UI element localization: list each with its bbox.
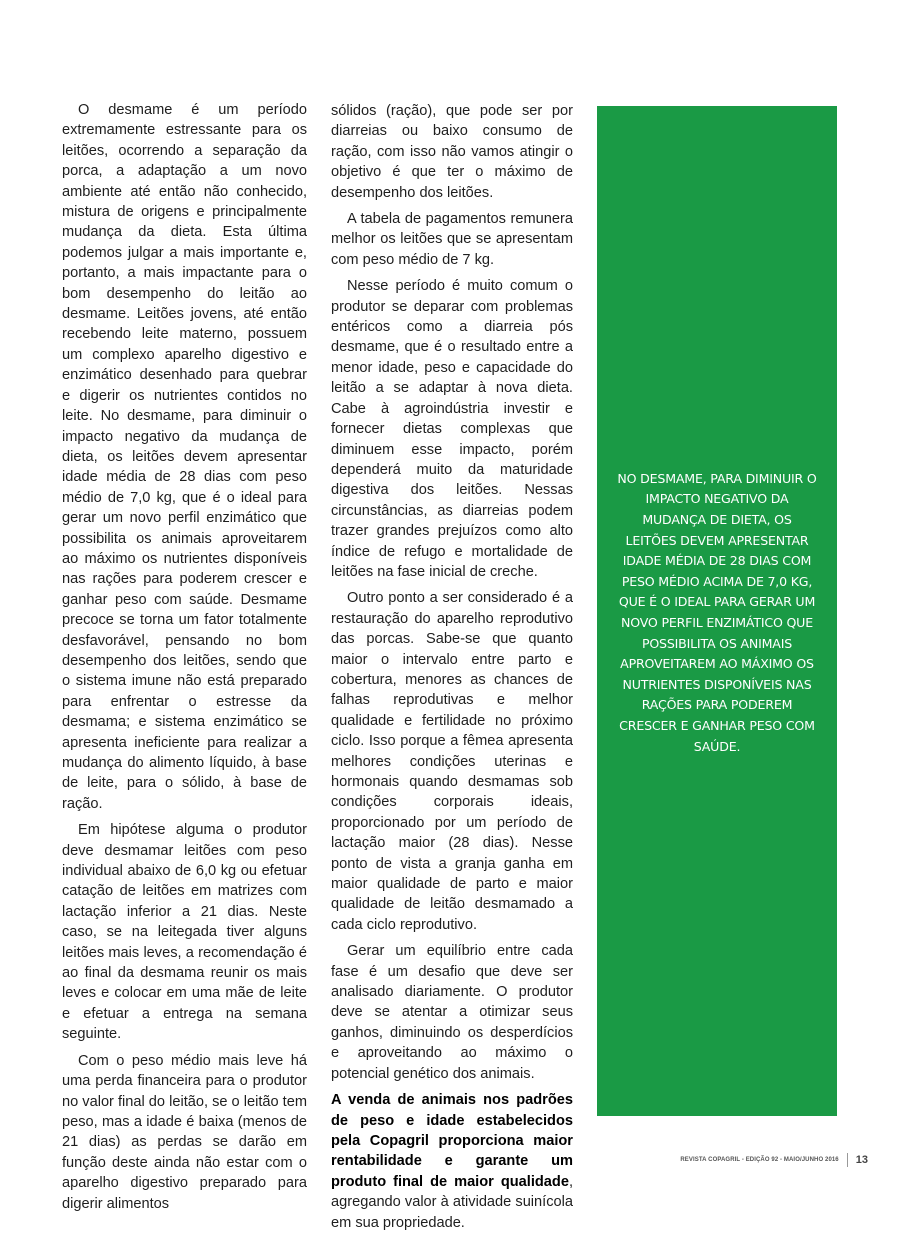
pull-quote-text: NO DESMAME, PARA DIMINUIR O IMPACTO NEGATIVO DA MUDANÇA DE DIETA, OS LEITÕES DEVEM APRESENTAR IDADE MÉDIA DE 28 DIAS COM PESO MÉDIO ACIMA DE 7,0 KG, QUE É O IDEAL PARA GERAR UM NOVO PERFIL ENZIMÁTICO QUE POSSIBILITA OS ANIMAIS APROVEITAREM AO MÁXIMO OS NUTRIENTES DISPONÍVEIS NAS RAÇÕES PARA PODEREM CRESCER E GANHAR PESO COM SAÚDE. bbox=[617, 470, 817, 754]
pull-quote-box bbox=[597, 106, 837, 1116]
body-paragraph: Gerar um equilíbrio entre cada fase é um desafio que deve ser analisado diariamente. O produtor deve se atentar a otimizar seus ganhos, diminuindo os desperdícios e aproveitando ao máximo o potencial genético dos animais. bbox=[331, 943, 573, 1082]
body-paragraph: A tabela de pagamentos remunera melhor os leitões que se apresentam com peso médio de 7 kg. bbox=[331, 211, 573, 268]
bold-statement: A venda de animais nos padrões de peso e idade estabelecidos pela Copagril proporciona maior rentabilidade e garante um produto final de maior qualidade bbox=[331, 1092, 573, 1190]
page-number: 13 bbox=[855, 1154, 868, 1166]
page-footer bbox=[680, 1153, 868, 1167]
closing-text: , agregando valor à atividade suinícola em sua propriedade. bbox=[331, 1173, 573, 1231]
closing-paragraph bbox=[331, 1090, 573, 1233]
article-column-1 bbox=[62, 100, 307, 1220]
article-column-2 bbox=[331, 101, 573, 1239]
body-paragraph: Nesse período é muito comum o produtor se deparar com problemas entéricos como a diarreia pós desmame, que é o resultado entre a menor idade, peso e capacidade do leitão a se adaptar à nova dieta. Cabe à agroindústria investir e fornecer dietas complexas que diminuem esse impacto, porém dependerá muito da maturidade digestiva dos leitões. Nessas circunstâncias, as diarreias podem trazer grandes prejuízos como alto índice de refugo e mortalidade de leitões na fase inicial de creche. bbox=[331, 278, 573, 580]
footer-divider bbox=[847, 1153, 848, 1167]
body-paragraph-continuation: sólidos (ração), que pode ser por diarreias ou baixo consumo de ração, com isso não vamos atingir o objetivo é que ter o máximo de desempenho dos leitões. bbox=[331, 103, 573, 201]
body-paragraph: Outro ponto a ser considerado é a restauração do aparelho reprodutivo das porcas. Sabe-se que quanto maior o intervalo entre parto e cobertura, menores as chances de falhas reprodutivas e melhor qualidade e fertilidade no próximo ciclo. Isso porque a fêmea apresenta melhores condições uterinas e hormonais quando desmamas sob condições corporais ideais, proporcionado por um período de lactação maior (28 dias). Nesse ponto de vista a granja ganha em maior qualidade de parto e maior qualidade de leitão desmamado a cada ciclo reprodutivo. bbox=[331, 590, 573, 933]
publication-info: REVISTA COPAGRIL - EDIÇÃO 92 - MAIO/JUNHO 2016 bbox=[680, 1157, 839, 1163]
body-paragraph: O desmame é um período extremamente estressante para os leitões, ocorrendo a separação da porca, a adaptação a um novo ambiente até então não conhecido, mistura de origens e principalmente mudança da dieta. Esta última podemos julgar a mais importante e, portanto, a mais impactante para o bom desempenho do leitão ao desmame. Leitões jovens, até então recebendo leite materno, possuem um complexo aparelho digestivo e enzimático desenhado para quebrar e digerir os nutrientes contidos no leite. No desmame, para diminuir o impacto negativo da mudança de dieta, os leitões devem apresentar idade média de 28 dias com peso médio de 7,0 kg, que é o ideal para gerar um novo perfil enzimático que possibilita os animais aproveitarem ao máximo os nutrientes disponíveis nas rações para poderem crescer e ganhar peso com saúde. Desmame precoce se torna um fator totalmente desfavorável, pensando no bom desempenho dos leitões, sendo que o sistema imune não está preparado para enfrentar o estresse da desmama; e sistema enzimático se apresenta ineficiente para realizar a mudança do alimento líquido, à base de leite, para o sólido, à base de ração. bbox=[62, 102, 307, 812]
body-paragraph: Em hipótese alguma o produtor deve desmamar leitões com peso individual abaixo de 6,0 kg ou efetuar catação de leitões em matrizes com lactação inferior a 21 dias. Neste caso, se na leitegada tiver alguns leitões mais leves, a recomendação é ao final da desmama reunir os mais leves e colocar em uma mãe de leite e efetuar a entrega na semana seguinte. bbox=[62, 822, 307, 1043]
body-paragraph: Com o peso médio mais leve há uma perda financeira para o produtor no valor final do leitão, se o leitão tem peso, mas a idade é baixa (menos de 21 dias) as perdas se darão em função deste ainda não estar com o aparelho digestivo preparado para digerir alimentos bbox=[62, 1052, 307, 1212]
